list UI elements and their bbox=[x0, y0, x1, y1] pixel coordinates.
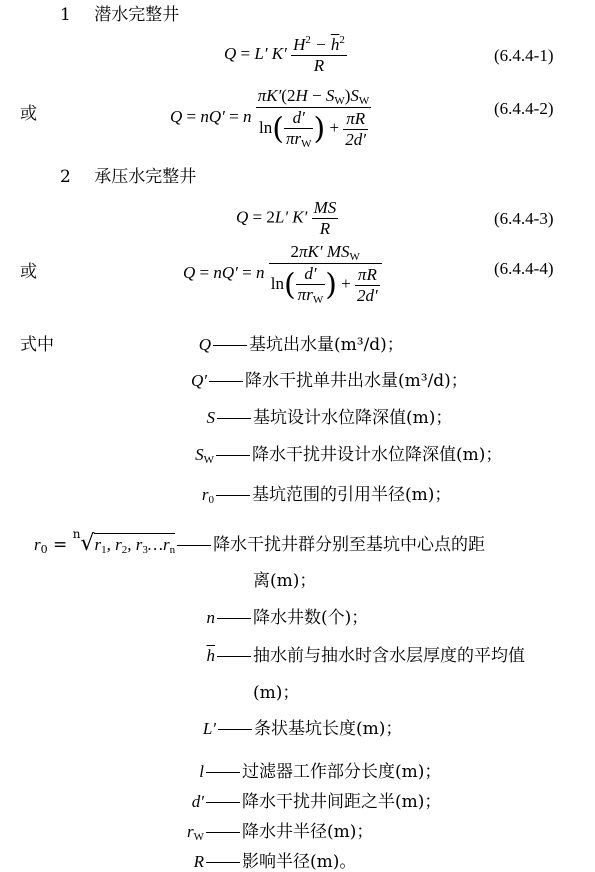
legend-desc: 基坑出水量(m³/d)； bbox=[249, 335, 404, 355]
legend-row-Qprime: Q′ 降水干扰单井出水量(m³/d)； bbox=[191, 371, 468, 391]
equation-1-number: (6.4.4-1) bbox=[494, 46, 554, 65]
legend-row-S: S 基坑设计水位降深值(m)； bbox=[206, 408, 453, 428]
legend-row-dprime: d′ 降水干扰井间距之半(m)； bbox=[191, 792, 442, 812]
legend-desc: 降水井半径(m)； bbox=[242, 822, 374, 842]
equation-1: Q = L′ K′ $\frac{H^2 - \overline{h}^2}{R}$ bbox=[224, 34, 345, 75]
legend-desc: 过滤器工作部分长度(m)； bbox=[242, 762, 442, 782]
legend-row-Sw: $S_W$ 降水干扰井设计水位降深值(m)； bbox=[195, 445, 503, 466]
equation-3: Q = 2L′ K′ $\frac{MS}{R}$ bbox=[236, 198, 337, 238]
legend-row-r0-formula-cont: 离(m)； bbox=[253, 571, 317, 591]
legend-row-r0: $r_0$ 基坑范围的引用半径(m)； bbox=[201, 485, 452, 506]
or-connector-2: 或 bbox=[20, 262, 37, 282]
legend-desc: 降水干扰单井出水量(m³/d)； bbox=[245, 371, 468, 391]
legend-desc: 影响半径(m)。 bbox=[242, 852, 357, 872]
legend-row-R: R 影响半径(m)。 bbox=[193, 852, 357, 872]
legend-desc: 基坑设计水位降深值(m)； bbox=[253, 408, 453, 428]
equation-2-number: (6.4.4-2) bbox=[494, 99, 554, 118]
legend-desc: 条状基坑长度(m)； bbox=[254, 719, 403, 739]
legend-desc: 抽水前与抽水时含水层厚度的平均值 bbox=[253, 646, 525, 666]
section-1-number: 1 bbox=[60, 5, 71, 25]
legend-row-Q: Q 基坑出水量(m³/d)； bbox=[198, 335, 404, 355]
or-connector-1: 或 bbox=[20, 104, 37, 124]
legend-desc: 基坑范围的引用半径(m)； bbox=[252, 485, 452, 505]
legend-desc: 降水干扰井间距之半(m)； bbox=[242, 792, 442, 812]
equation-2: Q = nQ′ = n $\pi K'(2H - S_W)S_W$ ln( $\frac{d'}{\pi r_W}$ ) + $\frac{\pi R}{2d'}$ bbox=[170, 86, 370, 150]
legend-row-r0-formula: $r_0 = ^n√r_1$, $r_2$, $r_3\dots r_n$ 降水干扰井群分别至基坑中心点的距 bbox=[34, 527, 486, 556]
legend-row-l: l 过滤器工作部分长度(m)； bbox=[199, 762, 442, 782]
legend-desc: 降水干扰井设计水位降深值(m)； bbox=[252, 445, 503, 465]
section-2-number: 2 bbox=[60, 167, 71, 187]
section-2-title: 承压水完整井 bbox=[94, 167, 197, 187]
legend-desc: 降水干扰井群分别至基坑中心点的距 bbox=[213, 535, 486, 555]
where-label: 式中 bbox=[20, 335, 54, 355]
legend-row-hbar: $\overline{h}$ 抽水前与抽水时含水层厚度的平均值 bbox=[206, 646, 525, 666]
legend-row-hbar-cont: (m)； bbox=[253, 683, 300, 703]
equation-3-number: (6.4.4-3) bbox=[494, 209, 554, 228]
equation-4-number: (6.4.4-4) bbox=[494, 259, 554, 278]
legend-row-Lprime: L′ 条状基坑长度(m)； bbox=[202, 719, 403, 739]
equation-4: Q = nQ′ = n 2πK′ $MS_W$ ln( $\frac{d'}{\pi r_W}$ ) + $\frac{\pi R}{2d'}$ bbox=[183, 242, 382, 306]
section-2-heading bbox=[60, 162, 196, 187]
legend-desc: 降水井数(个)； bbox=[253, 608, 369, 628]
section-1-title: 潜水完整井 bbox=[94, 5, 180, 25]
section-1-heading bbox=[60, 0, 179, 25]
legend-row-n: n 降水井数(个)； bbox=[206, 608, 369, 628]
legend-row-rw: $r_W$ 降水井半径(m)； bbox=[186, 822, 374, 843]
